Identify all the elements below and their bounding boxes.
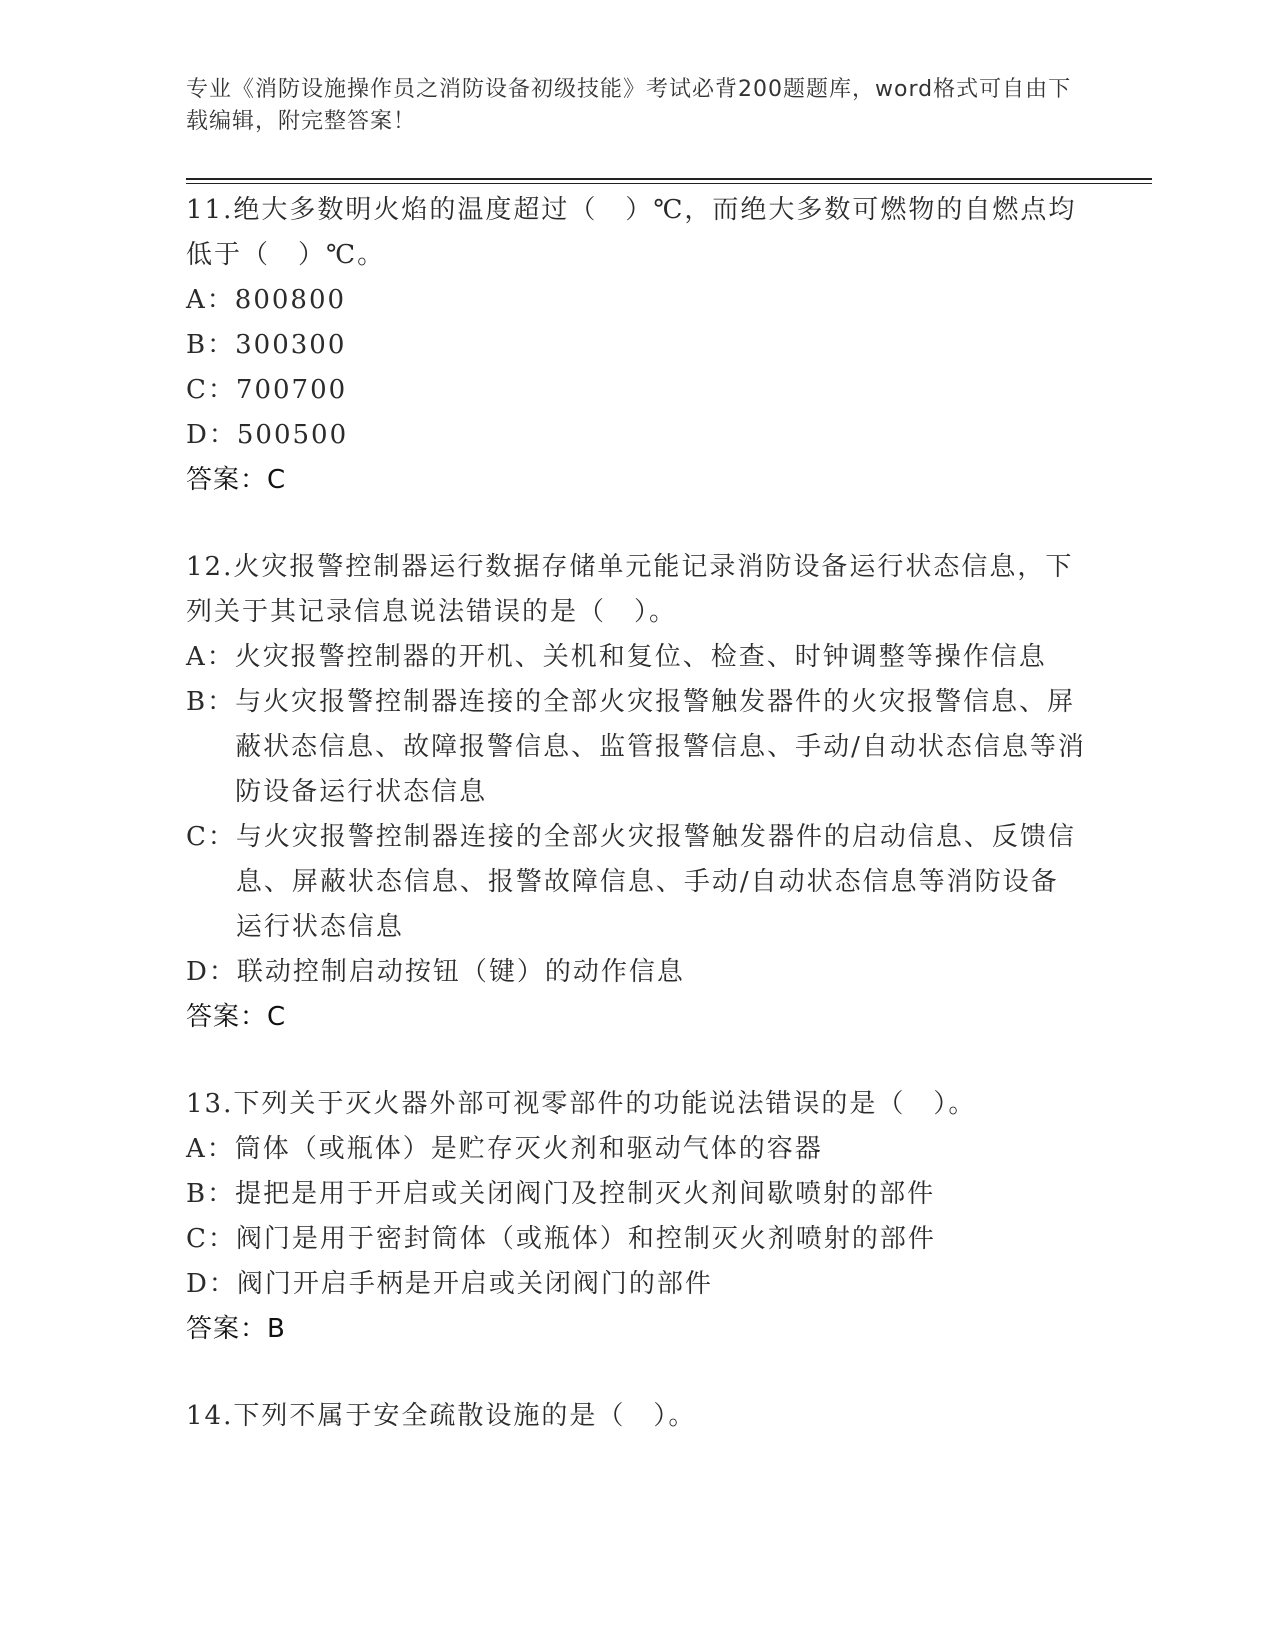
question-14 [186,1394,1086,1439]
option-key: B： [186,1179,236,1209]
document-header: 专业《消防设施操作员之消防设备初级技能》考试必背200题题库，word格式可自由下载编辑，附完整答案！ [186,77,1072,134]
option-a [186,278,1086,323]
question-12 [186,545,1086,1040]
option-text: 300300 [235,330,347,360]
answer-line: 答案：C [186,465,287,495]
option-key: A： [186,642,235,672]
option-c [186,368,1086,413]
question-stem: 14.下列不属于安全疏散设施的是（ ）。 [186,1401,697,1431]
option-b [186,1172,1086,1217]
option-key: C： [186,822,236,852]
answer-line: 答案：B [186,1314,286,1344]
option-text: 与火灾报警控制器连接的全部火灾报警触发器件的火灾报警信息、屏蔽状态信息、故障报警信息、监管报警信息、手动/自动状态信息等消防设备运行状态信息 [235,687,1086,807]
option-key: C： [186,1224,236,1254]
header-divider-thin [186,183,1152,184]
option-key: B： [186,687,236,717]
option-text: 与火灾报警控制器连接的全部火灾报警触发器件的启动信息、反馈信息、屏蔽状态信息、报警故障信息、手动/自动状态信息等消防设备运行状态信息 [235,822,1076,942]
option-text: 联动控制启动按钮（键）的动作信息 [236,957,685,987]
header-divider-thick [186,178,1152,180]
option-text: 阀门开启手柄是开启或关闭阀门的部件 [236,1269,713,1299]
question-stem: 13.下列关于灭火器外部可视零部件的功能说法错误的是（ ）。 [186,1089,977,1119]
question-list [186,188,1086,1481]
option-text: 提把是用于开启或关闭阀门及控制灭火剂间歇喷射的部件 [235,1179,936,1209]
option-text: 500500 [236,420,349,450]
question-11 [186,188,1086,503]
option-text: 火灾报警控制器的开机、关机和复位、检查、时钟调整等操作信息 [234,642,1047,672]
option-a [186,1127,1086,1172]
option-key: C： [186,375,236,405]
option-key: B： [186,330,236,360]
option-d [186,413,1086,458]
option-key: D： [186,420,237,450]
option-text: 700700 [235,375,348,405]
option-key: A： [186,285,235,315]
option-b [186,323,1086,368]
option-text: 筒体（或瓶体）是贮存灭火剂和驱动气体的容器 [234,1134,823,1164]
option-d [186,1262,1086,1307]
option-d [186,950,1086,995]
answer-line: 答案：C [186,1002,287,1032]
option-key: A： [186,1134,235,1164]
option-b [186,680,1086,815]
option-a [186,635,1086,680]
question-stem: 12.火灾报警控制器运行数据存储单元能记录消防设备运行状态信息，下列关于其记录信息说法错误的是（ ）。 [186,552,1074,627]
option-text: 阀门是用于密封筒体（或瓶体）和控制灭火剂喷射的部件 [235,1224,936,1254]
option-text: 800800 [234,285,347,315]
option-c [186,815,1086,950]
option-key: D： [186,1269,237,1299]
option-key: D： [186,957,237,987]
option-c [186,1217,1086,1262]
question-stem: 11.绝大多数明火焰的温度超过（ ）℃，而绝大多数可燃物的自燃点均低于（ ）℃。 [186,195,1077,270]
question-13 [186,1082,1086,1352]
